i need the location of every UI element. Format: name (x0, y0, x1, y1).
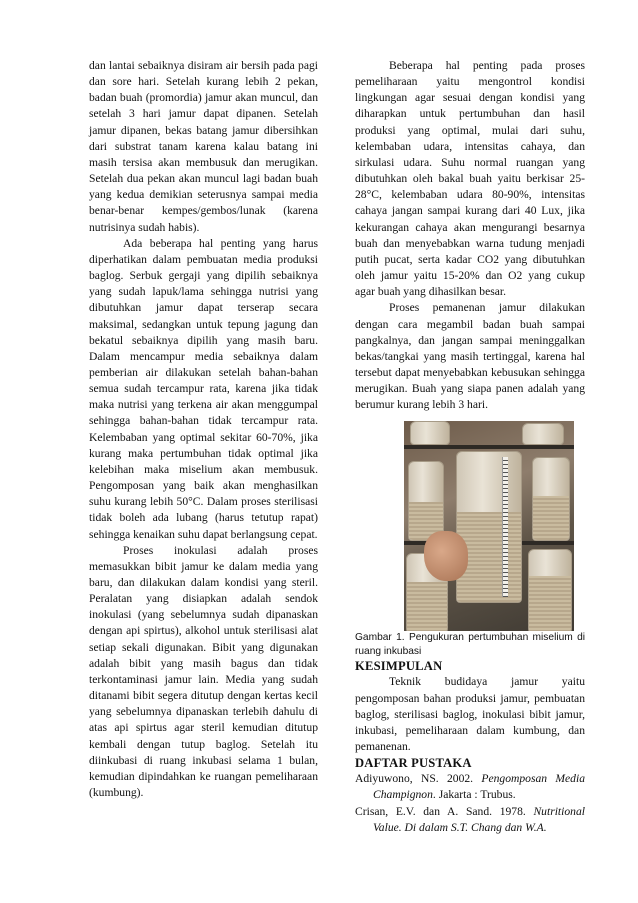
paragraph-maintenance-cont: dan lantai sebaiknya disiram air bersih pada pagi dan sore hari. Setelah kurang lebih 2 pekan, badan buah (promordia) jamur akan muncul, dan setelah 3 hari jamur dapat dipanen. Setelah jamur dipanen, bekas batang jamur dibersihkan dari substrat tanam karena kalau batang ini masih tersisa akan membusuk dan merugikan. Setelah dua pekan akan muncul lagi badan buah yang kedua demikian seterusnya sampai media benar-benar kempes/gembos/lunak (karena nutrisinya sudah habis). (89, 59, 318, 234)
left-column (89, 58, 318, 801)
heading-conclusion: KESIMPULAN (355, 659, 443, 674)
reference-item (355, 804, 585, 836)
paragraph-baglog: Ada beberapa hal penting yang harus diperhatikan dalam pembuatan media produksi baglog. Serbuk gergaji yang dipilih sebaiknya yang sudah lapuk/lama sehingga nutrisi yang dibutuhkan jamur dapat terserap secara maksimal, sedangkan untuk tepung jagung dan bekatul sebaiknya dipilih yang masih baru. Dalam mencampur media sebaiknya dalam pemberian air dilakukan setelah bahan-bahan semua sudah tercampur rata, karena jika tidak maka nutrisi yang terkena air akan menggumpal sehingga bahan-bahan tidak tercampur rata. Kelembaban yang optimal sekitar 60-70%, jika kurang maka pertumbuhan tidak optimal jika kelebihan maka miselium akan membusuk. Pengomposan yang baik akan menghasilkan suhu kurang lebih 50°C. Dalam proses sterilisasi tidak boleh ada lubang (harus tetutup rapat) sehingga kenaikan suhu dapat berlangsung cepat. (89, 236, 318, 541)
right-column (355, 58, 585, 836)
paragraph-harvest: Proses pemanenan jamur dilakukan dengan cara megambil badan buah sampai pangkalnya, dan jangan sampai meninggalkan bekas/tangkai yang masih tertinggal, karena hal tersebut dapat menyebabkan kebusukan sehingga merugikan. Buah yang siapa panen adalah yang berumur kurang lebih 3 hari. (355, 301, 585, 412)
reference-authors: Adiyuwono, NS. 2002. (355, 772, 482, 786)
reference-authors: Crisan, E.V. dan A. Sand. 1978. (355, 804, 534, 818)
paragraph-conclusion: Teknik budidaya jamur yaitu pengomposan bahan produksi jamur, pembuatan baglog, sterilisasi baglog, inokulasi bibit jamur, inkubasi, pemeliharaan dalam kumbung, dan pemanenan. (355, 675, 585, 754)
heading-references: DAFTAR PUSTAKA (355, 756, 472, 771)
figure-caption: Gambar 1. Pengukuran pertumbuhan miselium di ruang inkubasi (355, 632, 585, 657)
reference-publisher: . Jakarta : Trubus. (432, 788, 516, 802)
reference-title: Pengomposan Media Champignon (373, 772, 585, 802)
paragraph-maintenance: Beberapa hal penting pada proses pemeliharaan yaitu mengontrol kondisi lingkungan agar sesuai dengan kondisi yang diharapkan untuk pertumbuhan dan hasil produksi yang optimal, mulai dari suhu, kelembaban udara, intensitas cahaya, dan sirkulasi udara. Suhu normal ruangan yang dibutuhkan oleh bakal buah yaitu berkisar 25-28°C, kelembaban udara 80-90%, intensitas cahaya jangan sampai kurang dari 40 Lux, jika kekurangan cahaya akan mengurangi besarnya buah dan menyebabkan warna tudung menjadi putih pucat, serta kadar CO2 yang dibutuhkan oleh jamur yaitu 15-20% dan O2 yang cukup agar buah yang dihasilkan besar. (355, 59, 585, 299)
reference-title: Nutritional Value. Di dalam S.T. Chang dan W.A. (373, 804, 585, 834)
paragraph-inoculation: Proses inokulasi adalah proses memasukkan bibit jamur ke dalam media yang baru, dan dilakukan dalam kondisi yang steril. Peralatan yang disiapkan adalah sendok inokulasi (yang sebelumnya sudah dipanaskan dengan api spirtus), alkohol untuk sterilisasi alat setiap sekali digunakan. Bibit yang digunakan adalah bibit yang masih bagus dan tidak terkontaminasi jamur lain. Media yang sudah ditanami bibit segera ditutup dengan kertas kecil yang sebelumnya dipanaskan terlebih dahulu di atas api spirtus agar steril kemudian ditutup kembali dengan tutup baglog. Setelah itu diinkubasi di ruang inkubasi selama 1 bulan, kemudian dipindahkan ke ruangan pemeliharaan (kumbung). (89, 543, 318, 800)
figure-mycelium-photo (404, 421, 574, 631)
reference-item (355, 771, 585, 803)
